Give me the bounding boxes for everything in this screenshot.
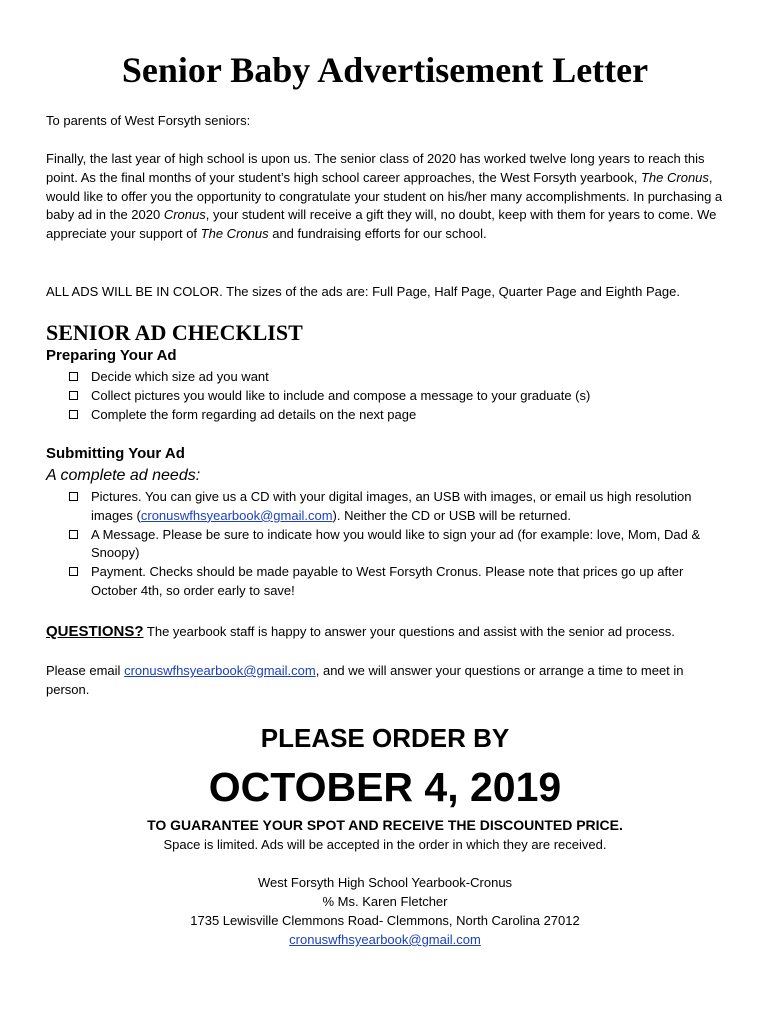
guarantee-text: TO GUARANTEE YOUR SPOT AND RECEIVE THE DISCOUNTED PRICE. (147, 817, 623, 833)
address-line-3: 1735 Lewisville Clemmons Road- Clemmons, North Carolina 27012 (190, 913, 580, 928)
list-item: Collect pictures you would like to include and compose a message to your graduate (s) (68, 387, 730, 406)
intro-text-3: , your student will receive a gift they will, no doubt, keep with them for years to come. We appreciate your support of (46, 207, 717, 242)
yearbook-name: The Cronus (640, 169, 709, 185)
submitting-subheading: A complete ad needs: (46, 467, 201, 484)
questions-text: The yearbook staff is happy to answer your questions and assist with the senior ad process. (146, 624, 675, 639)
submitting-heading: Submitting Your Ad (46, 445, 185, 462)
intro-text-2: , would like to offer you the opportunity to congratulate your student on his/her many accomplishments. In purchasing a baby ad in the 2020 (46, 169, 723, 223)
address-line-1: West Forsyth High School Yearbook-Cronus (257, 875, 513, 890)
address-line-2: % Ms. Karen Fletcher (322, 894, 448, 909)
yearbook-name: Cronus (163, 207, 206, 223)
intro-paragraph (46, 150, 730, 244)
ad-sizes-text: ALL ADS WILL BE IN COLOR. The sizes of the ads are: Full Page, Half Page, Quarter Page and Eighth Page. (46, 284, 680, 299)
space-limited-text: Space is limited. Ads will be accepted in the order in which they are received. (163, 837, 607, 852)
intro-text-1: Finally, the last year of high school is upon us. The senior class of 2020 has worked twelve long years to reach this point. As the final months of your student’s high school career approaches, the West Forsyth yearbook, (46, 151, 705, 185)
list-item: Complete the form regarding ad details on the next page (68, 406, 730, 425)
submitting-list (68, 488, 730, 601)
greeting: To parents of West Forsyth seniors: (46, 113, 251, 128)
address-email (0, 930, 770, 949)
preparing-list (68, 368, 730, 424)
list-item: Pictures. You can give us a CD with your digital images, an USB with images, or email us high resolution images (cronuswfhsyearbook@gmail.com). Neither the CD or USB will be returned. (68, 488, 730, 526)
checkbox-icon (69, 372, 78, 381)
checkbox-icon (69, 391, 78, 400)
list-item: Payment. Checks should be made payable to West Forsyth Cronus. Please note that prices go up after October 4th, so order early to save! (68, 563, 730, 601)
order-heading: PLEASE ORDER BY (260, 723, 510, 753)
preparing-heading: Preparing Your Ad (46, 347, 177, 364)
order-deadline: OCTOBER 4, 2019 (208, 764, 562, 810)
page-title: Senior Baby Advertisement Letter (121, 50, 649, 90)
list-item: A Message. Please be sure to indicate how you would like to sign your ad (for example: love, Mom, Dad & Snoopy) (68, 526, 730, 564)
checkbox-icon (69, 410, 78, 419)
checkbox-icon (69, 567, 78, 576)
intro-text-4: and fundraising efforts for our school. (272, 226, 487, 242)
questions-label: QUESTIONS? (46, 623, 144, 640)
checklist-heading: SENIOR AD CHECKLIST (46, 320, 303, 345)
contact-paragraph: Please email cronuswfhsyearbook@gmail.com, and we will answer your questions or arrange a time to meet in person. (46, 663, 684, 697)
questions-line (46, 622, 746, 642)
checkbox-icon (69, 530, 78, 539)
email-link[interactable]: cronuswfhsyearbook@gmail.com (289, 932, 481, 947)
email-link[interactable]: cronuswfhsyearbook@gmail.com (124, 663, 316, 678)
yearbook-name: The Cronus (200, 226, 269, 242)
email-link[interactable]: cronuswfhsyearbook@gmail.com (140, 507, 333, 523)
list-item: Decide which size ad you want (68, 368, 730, 387)
checkbox-icon (69, 492, 78, 501)
